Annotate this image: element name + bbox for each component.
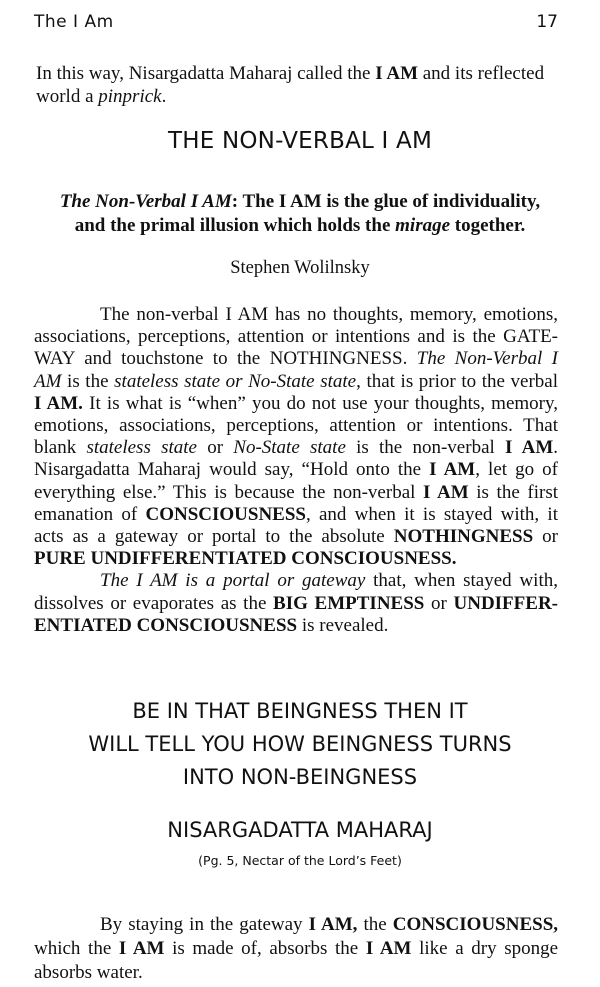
body-line: absorbs water.: [34, 962, 143, 983]
final-paragraph: [34, 913, 558, 985]
body-line: AM is the stateless state or No-State state, that is prior to the verbal: [34, 370, 559, 392]
body-line: dissolves or evaporates as the BIG EMPTINESS or UNDIFFER-: [34, 592, 558, 614]
main-body-text: [34, 304, 558, 637]
body-line: WAY and touchstone to the NOTHINGNESS. The Non-Verbal I: [34, 348, 558, 370]
body-line: which the I AM is made of, absorbs the I AM like a dry sponge: [34, 938, 559, 959]
body-line: everything else.” This is because the non-verbal I AM is the first: [34, 481, 558, 503]
epigraph-label: The Non-Verbal I AM: [59, 191, 232, 212]
body-line: PURE UNDIFFERENTIATED CONSCIOUSNESS.: [34, 548, 457, 570]
body-line: blank stateless state or No-State state is the non-verbal I AM.: [34, 437, 558, 459]
body-line: The non-verbal I AM has no thoughts, memory, emotions,: [100, 304, 558, 325]
body-line: I AM. It is what is “when” you do not use your thoughts, memory,: [34, 392, 559, 414]
quote-source: (Pg. 5, Nectar of the Lord’s Feet): [198, 853, 402, 868]
quote-author: NISARGADATTA MAHARAJ: [167, 818, 433, 842]
body-line: Nisargadatta Maharaj would say, “Hold onto the I AM, let go of: [34, 459, 558, 481]
epigraph-attribution: Stephen Wolilnsky: [230, 258, 370, 278]
quote-heading: BE IN THAT BEINGNESS THEN IT WILL TELL YOU HOW BEINGNESS TURNS INTO NON-BEINGNESS: [88, 699, 512, 789]
body-line: ENTIATED CONSCIOUSNESS is revealed.: [34, 614, 389, 636]
epigraph: The Non-Verbal I AM: The I AM is the glue of individuality, and the primal illusion which holds the mirage together.: [59, 191, 541, 236]
section-heading: THE NON-VERBAL I AM: [167, 128, 432, 154]
body-line: emotions, associations, perceptions, attention or intentions. That: [34, 415, 558, 437]
body-line: The I AM is a portal or gateway that, when stayed with,: [100, 570, 558, 592]
intro-paragraph: In this way, Nisargadatta Maharaj called the I AM and its reflected world a pinprick.: [36, 63, 545, 107]
running-head: The I Am: [34, 12, 114, 32]
body-line: By staying in the gateway I AM, the CONSCIOUSNESS,: [100, 914, 559, 935]
body-line: acts as a gateway or portal to the absolute NOTHINGNESS or: [34, 526, 558, 548]
body-line: emanation of CONSCIOUSNESS, and when it is stayed with, it: [34, 503, 558, 525]
body-line: associations, perceptions, attention or intentions and is the GATE-: [34, 326, 558, 348]
page-number: 17: [536, 12, 558, 32]
